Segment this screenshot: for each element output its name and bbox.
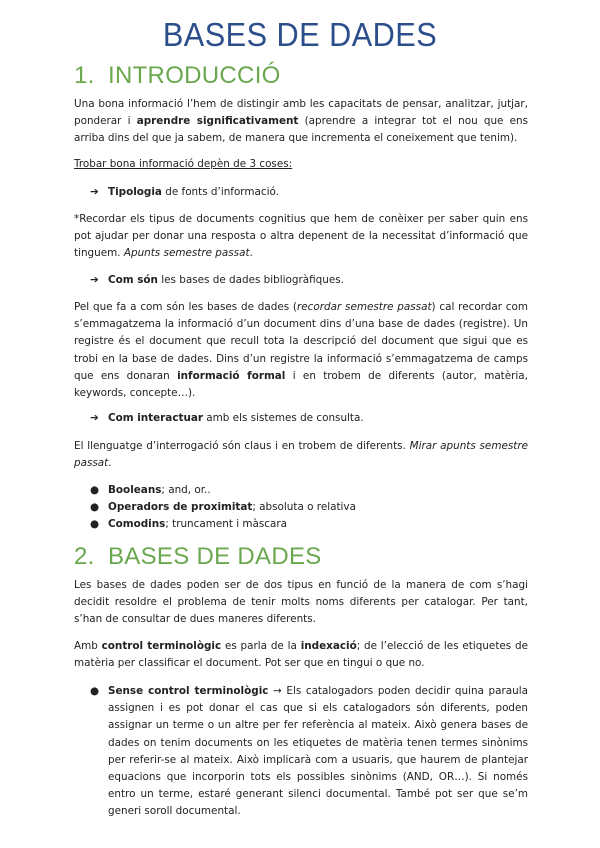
section-1-number: 1. <box>74 62 95 89</box>
criteria-heading <box>74 156 528 173</box>
list-item-comodins <box>90 516 530 533</box>
section-2-title: BASES DE DADES <box>108 543 322 570</box>
list-item-sense-control <box>90 683 528 821</box>
arrow-item-text: amb els sistemes de consulta. <box>202 412 364 424</box>
records-text-1: Pel que fa a com són les bases de dades ( <box>74 301 297 313</box>
section-1-title: INTRODUCCIÓ <box>108 62 281 89</box>
list-item-bold: Operadors de proximitat <box>108 501 253 513</box>
control-bold-1: control terminològic <box>101 640 222 652</box>
control-text-3: ; de l’elecció de les etiquetes de matèria per classificar el document. Pot ser que en tingui o que no. <box>74 640 528 670</box>
arrow-item-text: les bases de dades bibliogràfiques. <box>157 274 344 286</box>
intro-paragraph <box>74 96 528 148</box>
bullet-icon: ● <box>90 518 100 530</box>
list-item-text: ; absoluta o relativa <box>252 501 356 513</box>
arrow-icon: ➔ <box>90 274 99 286</box>
query-text-1: El llenguatge d’interrogació són claus i en trobem de diferents. <box>74 440 410 452</box>
arrow-item-text: de fonts d’informació. <box>161 186 279 198</box>
criteria-underline-text: Trobar bona informació depèn de 3 coses: <box>74 158 293 170</box>
arrow-icon: ➔ <box>90 186 99 198</box>
sub-bullet-text: Els catalogadors poden decidir quina paraula assignen i es pot donar el cas que si els catalogadors són diferents, poden assignar un terme o un altre per fer referència al mateix. Això genera bases de dades on tenim documents on les etiquetes de matèria tenen termes sinònims per referir-se al mateix. Això implicarà com a usuaris, que haurem de plantejar equacions que incorporin tots els possibles sinònims (AND, OR…). Si només entro un terme, estaré generant silenci documental. També pot ser que se’m generi soroll documental. <box>108 685 528 818</box>
note-italic: Apunts semestre passat <box>123 247 250 260</box>
intro-text-2: (aprendre a integrar tot el nou que ens arriba dins del que ja sabem, de manera que incrementa el coneixement que tenim). <box>74 115 528 145</box>
query-text-2: . <box>108 457 112 470</box>
section-2-heading <box>74 543 322 571</box>
arrow-item-bold: Tipologia <box>108 186 162 198</box>
section-1-heading <box>74 62 281 90</box>
intro-text-1: Una bona informació l’hem de distingir amb les capacitats de pensar, analitzar, jutjar, ponderar i <box>74 98 528 128</box>
document-title: BASES DE DADES <box>162 16 438 53</box>
note-paragraph <box>74 211 528 263</box>
records-italic: recordar semestre passat <box>296 301 432 313</box>
db-types-paragraph <box>74 577 528 629</box>
list-item-text: ; and, or.. <box>161 484 211 496</box>
intro-bold: aprendre significativament <box>136 115 299 128</box>
arrow-icon: ➔ <box>90 412 99 424</box>
records-text-2: ) cal recordar com s’emmagatzema la informació d’un document dins d’una base de dades (registre). Un registre és el document que recull tota la descripció del document que sigui que es trobi en la base de dades. Dins d’un registre la informació s’emmagatzema de camps que ens donaran <box>74 301 528 382</box>
control-bold-2: indexació <box>300 640 357 652</box>
arrow-item-com-interactuar <box>90 410 530 427</box>
list-item-text: ; truncament i màscara <box>165 518 288 530</box>
bullet-icon: ● <box>90 685 100 697</box>
arrow-item-bold: Com són <box>108 274 158 286</box>
note-text-2: . <box>249 247 253 260</box>
control-paragraph <box>74 638 528 672</box>
query-language-paragraph <box>74 438 528 472</box>
query-italic: Mirar apunts semestre passat <box>74 440 528 470</box>
sub-bullet-bold: Sense control terminològic <box>108 685 269 697</box>
arrow-item-com-son <box>90 272 530 289</box>
list-item-booleans <box>90 482 530 499</box>
list-item-bold: Booleans <box>108 484 162 496</box>
control-text-1: Amb <box>74 640 102 652</box>
records-text-3: i en trobem de diferents (autor, matèria, keywords, concepte…). <box>74 369 528 400</box>
bullet-icon: ● <box>90 501 100 513</box>
db-types-text: Les bases de dades poden ser de dos tipus en funció de la manera de com s’hagi decidit resoldre el problema de tenir molts noms diferents per catalogar. Per tant, s’han de consultar de dues maneres diferents. <box>74 579 528 626</box>
records-bold: informació formal <box>177 369 286 382</box>
section-2-number: 2. <box>74 543 95 570</box>
records-paragraph <box>74 299 528 402</box>
arrow-right-icon: → <box>273 685 282 697</box>
list-item-bold: Comodins <box>108 518 166 530</box>
arrow-item-bold: Com interactuar <box>108 412 203 424</box>
control-text-2: es parla de la <box>221 640 301 652</box>
list-item-proximitat <box>90 499 530 516</box>
arrow-item-tipologia <box>90 184 530 201</box>
bullet-icon: ● <box>90 484 100 496</box>
note-text-1: *Recordar els tipus de documents cognitius que hem de conèixer per saber quin ens pot ajudar per donar una resposta o altra depenent de la necessitat d’informació que tinguem. <box>74 213 528 260</box>
